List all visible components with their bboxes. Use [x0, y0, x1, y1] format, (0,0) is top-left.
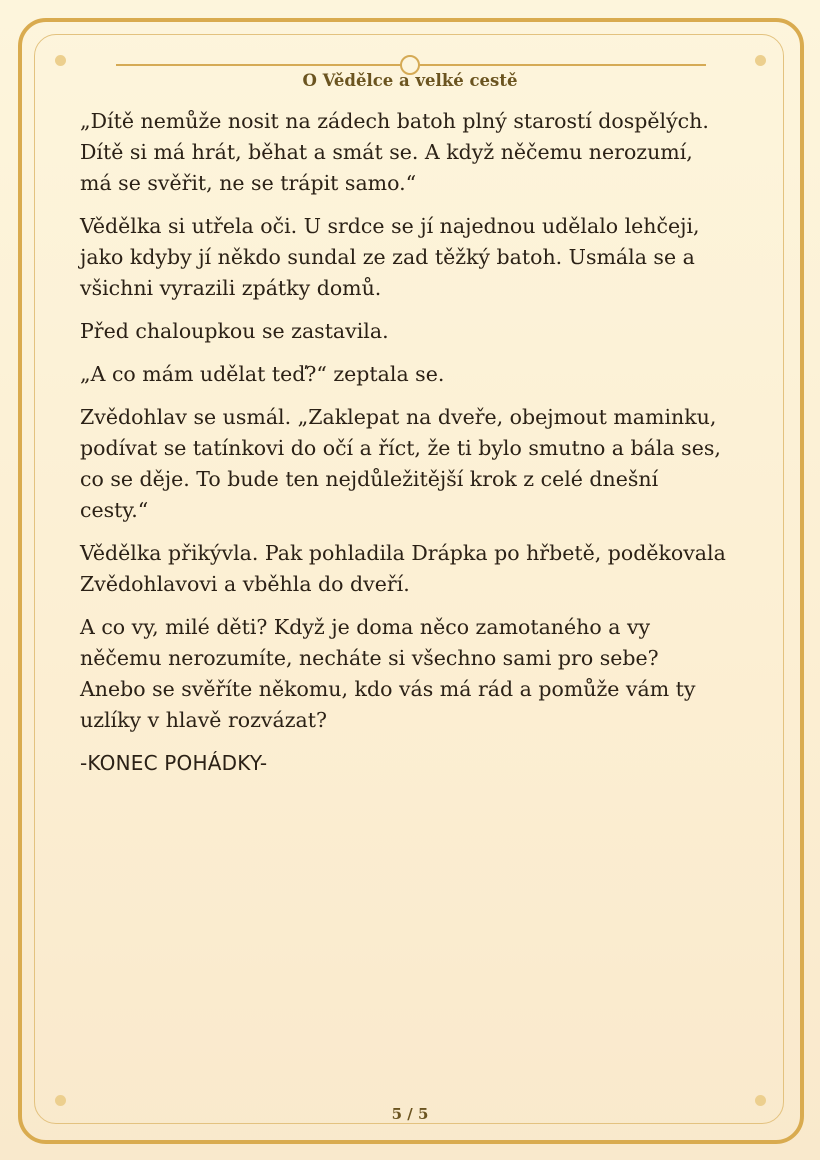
corner-dot-icon: [55, 55, 66, 66]
paragraph: „Dítě nemůže nosit na zádech batoh plný starostí dospělých. Dítě si má hrát, běhat a smát se. A když něčemu nerozumí, má se svěřit, ne se trápit samo.“: [80, 109, 709, 195]
paragraph: A co vy, milé děti? Když je doma něco zamotaného a vy něčemu nerozumíte, necháte si všechno sami pro sebe? Anebo se svěříte někomu, kdo vás má rád a pomůže vám ty uzlíky v hlavě rozvázat?: [80, 615, 696, 732]
page-number: 5 / 5: [391, 1105, 429, 1123]
story-title: O Vědělce a velké cestě: [302, 71, 518, 90]
story-ending: -KONEC POHÁDKY-: [80, 751, 268, 775]
paragraph: Vědělka si utřela oči. U srdce se jí najednou udělalo lehčeji, jako kdyby jí někdo sundal ze zad těžký batoh. Usmála se a všichni vyrazili zpátky domů.: [80, 214, 700, 300]
paragraph: Vědělka přikývla. Pak pohladila Drápka po hřbetě, poděkovala Zvědohlavovi a vběhla do dveří.: [80, 541, 726, 596]
paragraph: Před chaloupkou se zastavila.: [80, 319, 389, 343]
story-body: [80, 106, 730, 791]
paragraph: Zvědohlav se usmál. „Zaklepat na dveře, obejmout maminku, podívat se tatínkovi do očí a říct, že ti bylo smutno a bála ses, co se děje. To bude ten nejdůležitější krok z celé dnešní cesty.“: [80, 405, 721, 522]
corner-dot-icon: [755, 55, 766, 66]
paragraph: „A co mám udělat teď?“ zeptala se.: [80, 362, 445, 386]
